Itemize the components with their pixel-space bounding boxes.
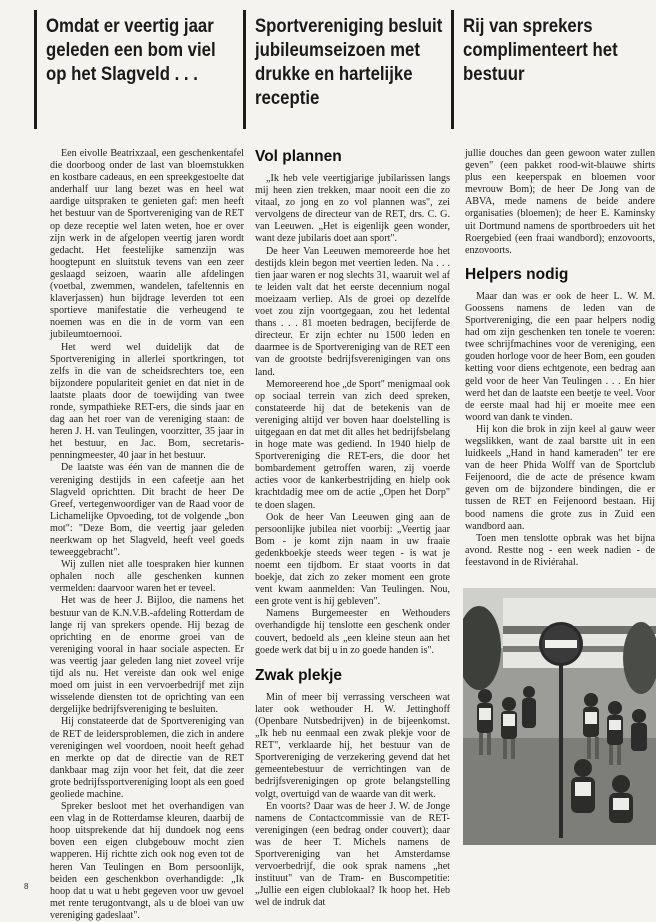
- paragraph: Namens Burgemeester en Wethouders overhandigde hij tenslotte een geschenk onder couvert, bedoeld als „een kleine steun aan het goede werk dat bij u in zo goede handen is".: [255, 608, 450, 656]
- paragraph: Een eivolle Beatrixzaal, een geschenkentafel die doorboog onder de last van bloemstukken en kostbare cadeaus, en een spreekgestoelte dat anderhalf uur lang bezet was en heel wat aardige uitspraken te genieten gaf: men heeft het bestuur van de Sportvereniging van de RET op deze receptie wel laten weten, hoe er over zijn werk in de afgelopen veertig jaren wordt gedacht. Het feestelijke samenzijn was hoogtepunt en sluitstuk tevens van een zeer geslaagd seizoen, waarin alle afdelingen (voetbal, zwemmen, wandelen, tafeltennis en klaverjassen) hun bijdrage leverden tot een sportieve manifestatie die verheugend te noemen was en die in de vorm van een jubileumtoernooi.: [50, 148, 244, 341]
- column-rule-right: [451, 10, 454, 129]
- article-column-1: [50, 148, 244, 922]
- paragraph: Memoreerend hoe „de Sport" menigmaal ook op sociaal terrein van zich deed spreken, constateerde hij dat de betekenis van de vereniging altijd ver boven haar doelstelling is uitgegaan en dat met dit alles het bedrijfsbelang in hoge mate was gediend. In 1940 hielp de Sportvereniging die RET-ers, die door het bombardement getroffen waren, zij voerde acties voor de kankerbestrijding en hielp ook krachtdadig mee om de actie „Open het Dorp" te doen slagen.: [255, 378, 450, 511]
- paragraph: En voorts? Daar was de heer J. W. de Jonge namens de Contactcommissie van de RET-verenigingen (een bedrag onder couvert); daar was de heer T. Michels namens de Sportvereniging van het Amsterdamse vervoerbedrijf, die ook sprak namens „het instituut" van de Tram- en Buscompetitie: „Jullie een eigen clublokaal? Ik hoop het. Heb wel de indruk dat: [255, 800, 450, 909]
- paragraph: Toen men tenslotte opbrak was het bijna avond. Restte nog - een week nadien - de feestavond in de Riviérahal.: [465, 532, 655, 568]
- paragraph: Hij constateerde dat de Sportvereniging van de RET de leidersproblemen, die zich in andere verenigingen wel voordoen, nooit heeft gehad en merkte op dat de directie van de RET dankbaar mag zijn voor het feit, dat die zeer grote bedrijfssportvereniging loopt als een goed geoliede machine.: [50, 716, 244, 800]
- paragraph: „Ik heb vele veertigjarige jubilarissen langs mij heen zien trekken, maar nooit een die zo vitaal, zo jong en zo vol plannen was", zei vervolgens de directeur van de RET, drs. C. G. van Leeuwen. „Het is eigenlijk geen wonder, want deze jubilaris doet aan sport".: [255, 173, 450, 245]
- page-number: 8: [24, 882, 29, 891]
- paragraph: jullie douches dan geen gewoon water zullen geven" (een pakket rood-wit-blauwe shirts plus een keeperspak en bloemen voor mevrouw Bom); de heer De Jong van de ABVA, mede namens de beide andere organisaties (bloemen); de heer E. Kaminsky uit Dortmund namens de sportbroeders uit het Roergebied (een fraai wandbord); enzovoorts, enzovoorts.: [465, 148, 655, 256]
- headline-col2: Sportvereniging besluit jubileumseizoen met drukke en hartelijke receptie: [255, 15, 443, 109]
- paragraph: De heer Van Leeuwen memoreerde hoe het destijds klein begon met veertien leden. Na . . . tien jaar waren er nog slechts 31, waaruit wel af te leiden valt dat het eerste decennium nogal moeizaam verliep. Als de groei op dezelfde voet zou zijn voortgegaan, zou het ledental thans . . . 81 moeten bedragen, becijferde de directeur. Er zijn echter nu 1500 leden en daarmee is de Sportvereniging van de RET een van de grootste bedrijfsverenigingen van ons land.: [255, 245, 450, 378]
- paragraph: Min of meer bij verrassing verscheen wat later ook wethouder H. W. Jettinghoff (Openbare Nutsbedrijven) in de bijeenkomst. „Ik heb nu eenmaal een zwak plekje voor de RET", verklaarde hij, het bestuur van de Sportvereniging de verzekering gevend dat het gemeentebestuur de verrichtingen van de bedrijfsverenigingen op grote belangstelling volgt, overtuigd van de waarde van dit werk.: [255, 691, 450, 800]
- headline-col1: Omdat er veertig jaar geleden een bom viel op het Slagveld . . .: [46, 15, 216, 85]
- subheading-helpers-nodig: Helpers nodig: [465, 265, 569, 283]
- paragraph: Spreker besloot met het overhandigen van een vlag in de Rotterdamse kleuren, daarbij de hoop uitsprekende dat hij dundoek nog eens boven een eigen clubgebouw mocht zien wapperen. Hij richtte zich ook nog even tot de heren Van Teulingen en Bom persoonlijk, beiden een geschenkbon overhandigde: „Ik hoop dat u wat u hebt gegeven voor uw gevoel met rente terugontvangt, als u de bloei van uw vereniging gadeslaat".: [50, 801, 244, 921]
- photo-children-by-road-sign: [463, 588, 656, 845]
- headline-col3: Rij van sprekers complimenteert het bestuur: [463, 15, 618, 85]
- paragraph: Wij zullen niet alle toespraken hier kunnen ophalen noch alle geschenken kunnen vermelden: daarvoor waren het er teveel.: [50, 559, 244, 595]
- article-column-2: [255, 144, 450, 909]
- column-rule-middle: [243, 10, 246, 129]
- paragraph: Het was de heer J. Bijloo, die namens het bestuur van de K.N.V.B.-afdeling Rotterdam de lange rij van sprekers opende. Hij bezag de oprichting en de enorme groei van de vereniging vooral in haar sociale aspecten. Er was veertig jaar geleden lang niet zoveel vrije tijd als nu. Het vereiste dan ook wel enige moed om juist in een vervoerbedrijf met zijn wisselende diensten tot de oprichting van een dergelijke bedrijfsvereniging te besluiten.: [50, 595, 244, 716]
- column-rule-left: [34, 10, 37, 129]
- paragraph: Hij kon die brok in zijn keel al gauw weer wegslikken, want de zaal barstte uit in een luidkeels „Hand in hand kameraden" ter ere van de heer Phida Wolff van de Sportclub Feijenoord, die de acte de présence kwam geven om de bijzondere bindingen, die er tussen de RET en Feijenoord bestaan. Hij bood namens die grote zus in Zuid een wandbord aan.: [465, 423, 655, 532]
- subheading-vol-plannen: Vol plannen: [255, 148, 342, 165]
- paragraph: Het werd wel duidelijk dat de Sportvereniging in allerlei sportkringen, tot zelfs in die van de scheidsrechters toe, een bijzondere populariteit geniet en dat niet in de laatste plaats door de toewijding van twee ronde, sympathieke RET-ers, die sinds jaar en dag aan het roer van de vereniging staan: de heren J. H. van Teulingen, voorzitter, 35 jaar in het bestuur, en Jac. Bom, secretaris-penningmeester, 40 jaar in het bestuur.: [50, 341, 244, 462]
- paragraph: Maar dan was er ook de heer L. W. M. Goossens namens de leden van de Sportvereniging, die een paar helpers nodig had om zijn geschenken ten tonele te voeren: twee schrijfmachines voor de vereniging, een gouden horloge voor de heer Bom, een gouden ketting voor diens echtgenote, een bedrag aan geld voor de heer Van Teulingen . . . En hier werd het dan de laatste een beetje te veel. Voor de eerste maal had hij er moeite mee een woord van dank te vinden.: [465, 290, 655, 423]
- paragraph: De laatste was één van de mannen die de vereniging destijds in een cafeetje aan het Slagveld oprichtten. Dit bracht de heer De Greef, vertegenwoordiger van de Raad voor de Lichamelijke Opvoeding, tot de volgende „bon mot": "Deze Bom, die veertig jaar geleden neerkwam op het Slagveld, heeft veel goeds teweeggebracht".: [50, 462, 244, 559]
- article-column-3: [465, 148, 655, 569]
- paragraph: Ook de heer Van Leeuwen ging aan de persoonlijke jubilea niet voorbij: „Veertig jaar Bom - je komt zijn naam in uw fraaie gedenkboekje steeds weer tegen - is wat je noemt een tijdbom. Er staat voorts in dat boekje, dat zich zo zeker moment een grote vent kwam aanmelden: Van Teulingen. Nou, een grote vent is hij gebleven".: [255, 511, 450, 608]
- subheading-zwak-plekje: Zwak plekje: [255, 666, 343, 684]
- photo-image: [463, 588, 656, 845]
